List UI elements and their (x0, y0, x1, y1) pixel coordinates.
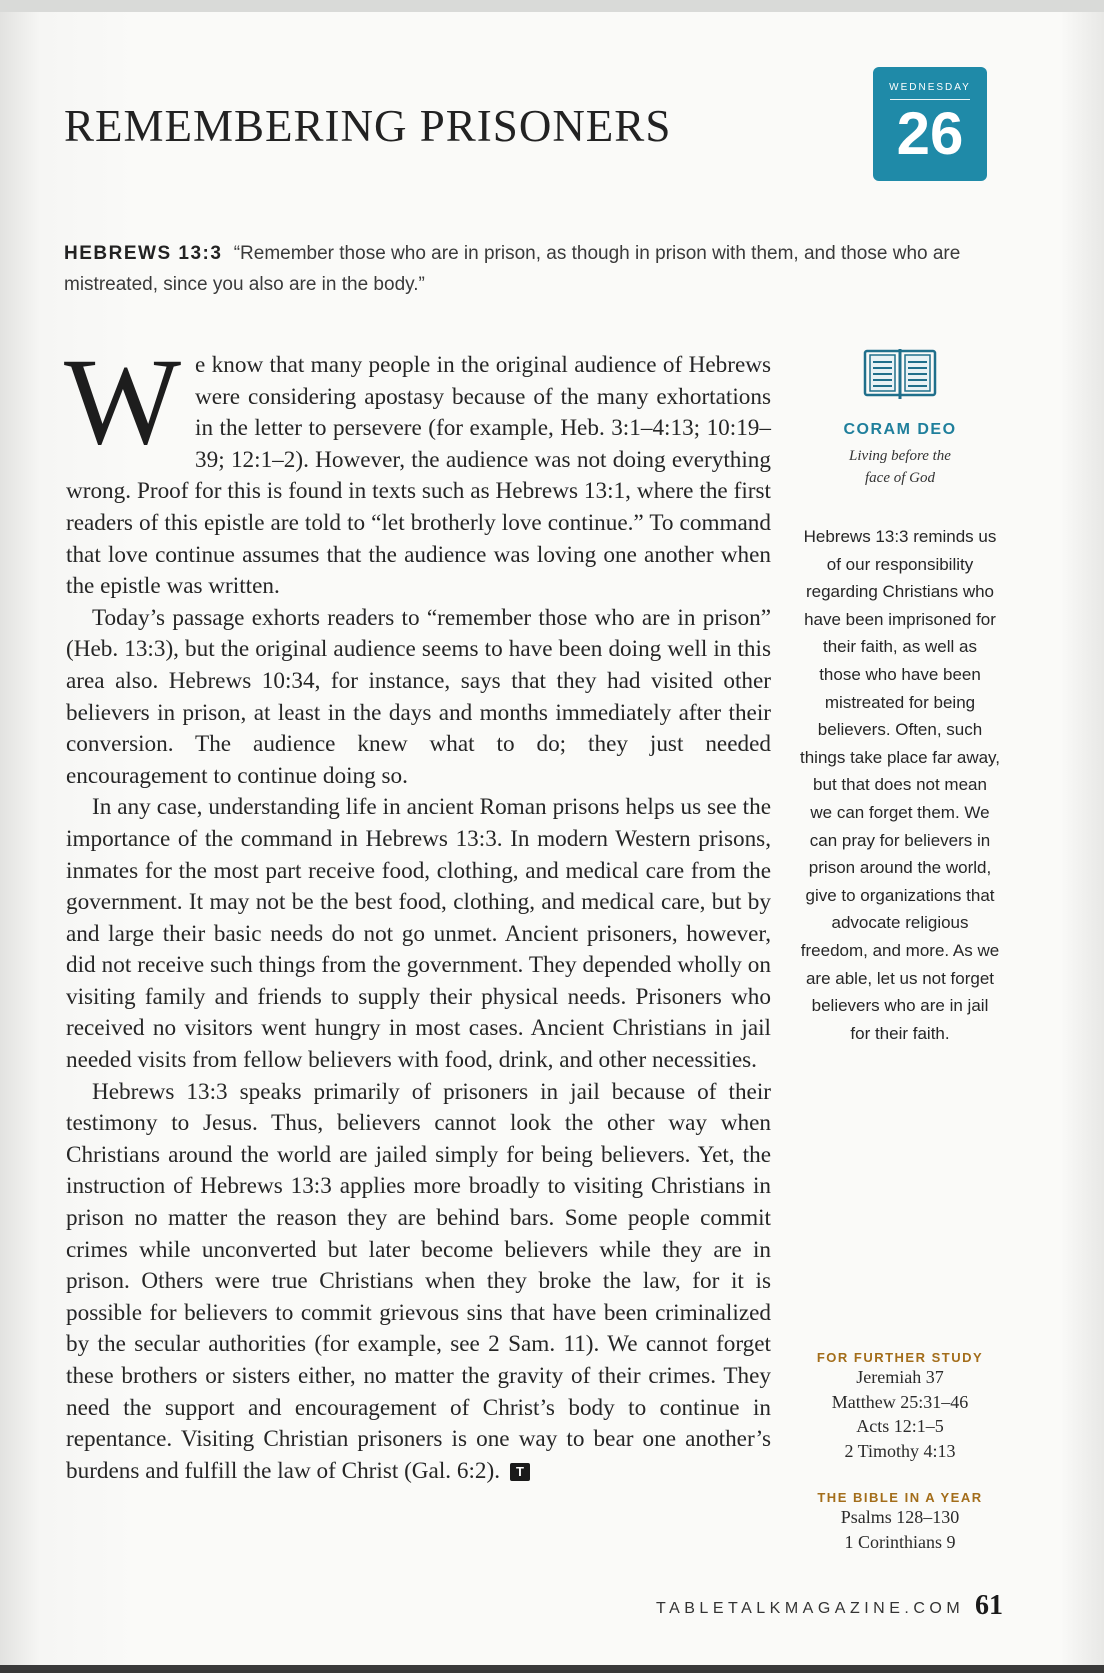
page-title: REMEMBERING PRISONERS (64, 101, 672, 151)
article-paragraph (66, 792, 771, 1076)
date-divider (890, 99, 970, 100)
paragraph-text: In any case, understanding life in ancient Roman prisons helps us see the importance of the command in Hebrews 13:3. In modern Western prisons, inmates for the most part receive food, clothing, and medical care from the government. It may not be the best food, clothing, and medical care, but by and large their basic needs do not go unmet. Ancient prisoners, however, did not receive such things from the government. They depended wholly on visiting family and friends to supply their physical needs. Prisoners who received no visitors went hungry in most cases. Ancient Christians in jail needed visits from fellow believers with food, drink, and other necessities. (66, 794, 771, 1074)
further-study-section (800, 1350, 1000, 1463)
date-badge (873, 67, 987, 181)
drop-cap: W (64, 333, 182, 470)
open-book-icon (861, 345, 939, 401)
footer-website: TABLETALKMAGAZINE.COM (656, 1600, 965, 1617)
key-verse-text: “Remember those who are in prison, as though in prison with them, and those who are mistreated, since you also are in the body.” (64, 243, 961, 295)
sidebar-body: Hebrews 13:3 reminds us of our responsibility regarding Christians who have been imprisoned for their faith, as well as those who have been mistreated for being believers. Often, such things take place far away, but that does not mean we can forget them. We can pray for believers in prison around the world, give to organizations that advocate religious freedom, and more. As we are able, let us not forget believers who are in jail for their faith. (800, 527, 1001, 1043)
paragraph-text: Hebrews 13:3 speaks primarily of prisoners in jail because of their testimony to Jesus. Thus, believers cannot look the other way when Christians around the world are jailed simply for being believers. Yet, the instruction of Hebrews 13:3 applies more broadly to visiting Christians in prison no matter the reason they are behind bars. Some people commit crimes while unconverted but later become believers while they are in prison. Others were true Christians when they broke the law, for it is possible for believers to commit grievous sins that have been criminalized by the secular authorities (for example, see 2 Sam. 11). We cannot forget these brothers or sisters either, no matter the gravity of their crimes. They need the support and encouragement of Christ’s body to continue in repentance. Visiting Christian prisoners is one way to bear one another’s burdens and fulfill the law of Christ (Gal. 6:2). (66, 1078, 771, 1484)
sidebar-subtitle: Living before the face of God (849, 448, 951, 486)
page-bottom-edge (0, 1665, 1104, 1673)
article-body (64, 333, 771, 1487)
paragraph-text: Today’s passage exhorts readers to “remember those who are in prison” (Heb. 13:3), but the original audience seems to have been doing well in this area also. Hebrews 10:34, for instance, says that they had visited other believers in prison, at least in the days and months immediately after their conversion. The audience knew what to do; they just needed encouragement to continue doing so. (66, 604, 771, 789)
page-top-edge (0, 0, 1104, 12)
page-number: 61 (975, 1590, 1003, 1621)
study-reference: Matthew 25:31–46 (831, 1391, 969, 1412)
bible-in-a-year-heading: THE BIBLE IN A YEAR (817, 1490, 983, 1505)
date-number: 26 (896, 100, 964, 167)
key-verse (64, 238, 1004, 300)
further-study-heading: FOR FURTHER STUDY (816, 1350, 984, 1365)
tabletalk-end-mark-icon: T (510, 1463, 530, 1481)
bible-in-a-year-section (800, 1490, 1000, 1554)
coram-deo-sidebar (800, 345, 1000, 1047)
date-day: WEDNESDAY (889, 82, 971, 93)
study-reference: Jeremiah 37 (856, 1367, 944, 1387)
sidebar-title: CORAM DEO (843, 421, 957, 438)
reading-reference: 1 Corinthians 9 (844, 1531, 956, 1552)
study-reference: Acts 12:1–5 (856, 1416, 944, 1436)
study-reference: 2 Timothy 4:13 (844, 1440, 956, 1461)
reading-reference: Psalms 128–130 (840, 1507, 960, 1527)
article-paragraph (66, 603, 771, 793)
key-verse-reference: HEBREWS 13:3 (64, 243, 223, 264)
paragraph-text: e know that many people in the original audience of Hebrews were considering apostasy because of the many exhortations in the letter to persevere (for example, Heb. 3:1–4:13; 10:19–39; 12:1–2). However, the audience was not doing everything wrong. Proof for this is found in texts such as Hebrews 13:1, where the first readers of this epistle are told to “let brotherly love continue.” To command that love continue assumes that the audience was loving one another when the epistle was written. (66, 352, 771, 600)
article-paragraph (66, 1077, 771, 1488)
article-paragraph (64, 333, 771, 603)
